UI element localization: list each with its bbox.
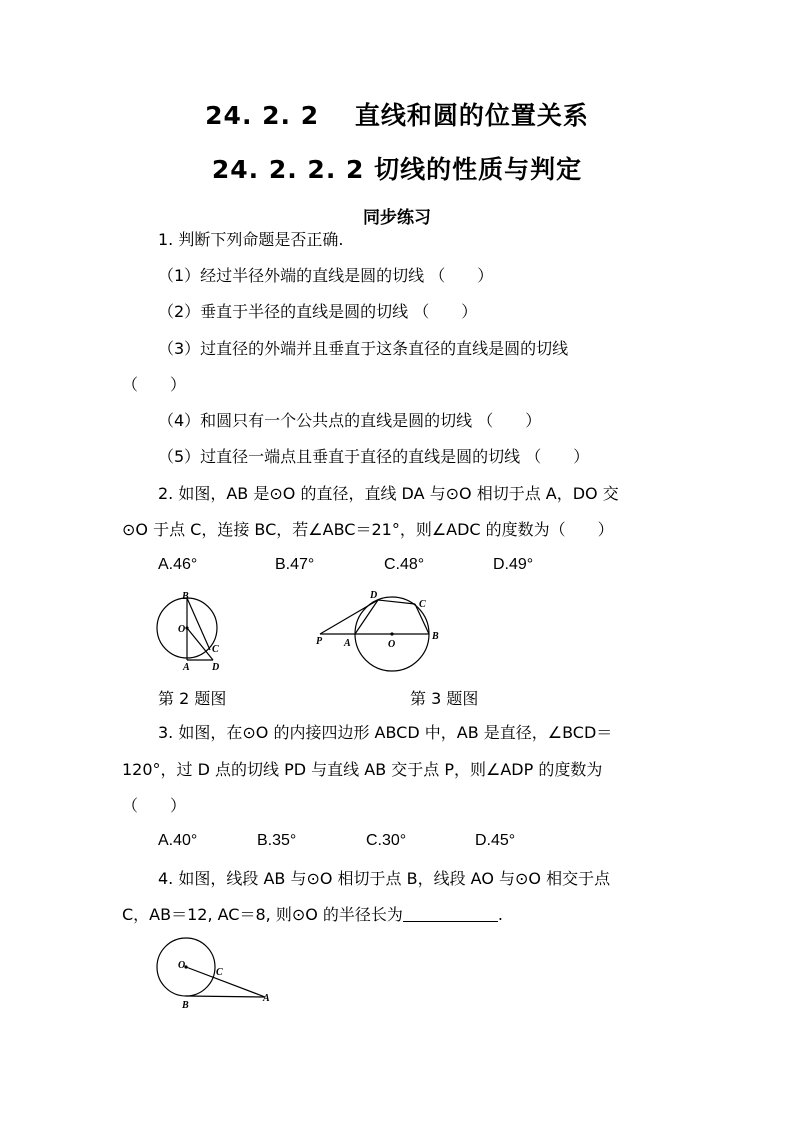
q1-item-1: （1）经过半径外端的直线是圆的切线 （ ） — [158, 266, 494, 285]
answer-blank — [403, 905, 498, 922]
fig4-label-b: B — [182, 1000, 189, 1011]
caption-figure-2: 第 2 题图 — [158, 689, 227, 708]
q2-option-b: B.47° — [275, 556, 315, 573]
page-subtitle: 24. 2. 2. 2 切线的性质与判定 — [211, 155, 583, 184]
q1-stem: 1. 判断下列命题是否正确. — [158, 230, 344, 249]
fig4-label-c: C — [216, 967, 223, 978]
q2-option-a: A.46° — [158, 556, 198, 573]
page-title: 24. 2. 2 直线和圆的位置关系 — [205, 101, 589, 130]
q3-line-3: （ ） — [122, 796, 187, 815]
fig2-label-c: C — [212, 644, 219, 655]
q1-item-4: （4）和圆只有一个公共点的直线是圆的切线 （ ） — [158, 411, 542, 430]
fig2-label-d: D — [212, 662, 220, 673]
fig3-label-a: A — [344, 638, 351, 649]
q1-item-2: （2）垂直于半径的直线是圆的切线 （ ） — [158, 302, 478, 321]
q3-line-1: 3. 如图，在⊙O 的内接四边形 ABCD 中，AB 是直径，∠BCD＝ — [158, 723, 613, 742]
fig3-label-c: C — [419, 599, 426, 610]
fig3-label-o: O — [388, 639, 396, 650]
q4-line-1: 4. 如图，线段 AB 与⊙O 相切于点 B，线段 AO 与⊙O 相交于点 — [158, 869, 611, 888]
figure-q2 — [150, 588, 230, 674]
q3-line-2: 120°，过 D 点的切线 PD 与直线 AB 交于点 P，则∠ADP 的度数为 — [122, 760, 603, 779]
section-heading: 同步练习 — [363, 208, 431, 228]
figure-q4 — [150, 935, 280, 1015]
q1-item-3: （3）过直径的外端并且垂直于这条直径的直线是圆的切线 — [158, 339, 569, 358]
fig3-label-p: P — [316, 636, 323, 647]
fig3-label-b: B — [432, 631, 439, 642]
q2-line-2: ⊙O 于点 C，连接 BC，若∠ABC＝21°，则∠ADC 的度数为（ ） — [122, 520, 614, 539]
fig2-label-a: A — [183, 662, 190, 673]
q2-option-c: C.48° — [384, 556, 425, 573]
fig4-label-o: O — [178, 960, 186, 971]
caption-figure-3: 第 3 题图 — [410, 689, 479, 708]
q3-option-c: C.30° — [366, 832, 407, 849]
fig3-label-d: D — [370, 590, 378, 601]
q1-item-3-paren: （ ） — [122, 375, 187, 394]
q4-line-2 — [122, 904, 503, 926]
fig2-label-b: B — [182, 591, 189, 602]
q4-line-2-end: . — [497, 905, 503, 924]
q2-line-1: 2. 如图，AB 是⊙O 的直径，直线 DA 与⊙O 相切于点 A，DO 交 — [158, 484, 619, 503]
fig4-label-a: A — [263, 993, 270, 1004]
q3-option-a: A.40° — [158, 832, 198, 849]
q4-line-2-text: C，AB＝12, AC＝8, 则⊙O 的半径长为 — [122, 905, 403, 924]
q2-option-d: D.49° — [493, 556, 534, 573]
q1-item-5: （5）过直径一端点且垂直于直径的直线是圆的切线 （ ） — [158, 447, 590, 466]
fig2-label-o: O — [178, 624, 186, 635]
q3-option-b: B.35° — [257, 832, 297, 849]
q3-option-d: D.45° — [475, 832, 516, 849]
figure-q3 — [310, 586, 450, 672]
